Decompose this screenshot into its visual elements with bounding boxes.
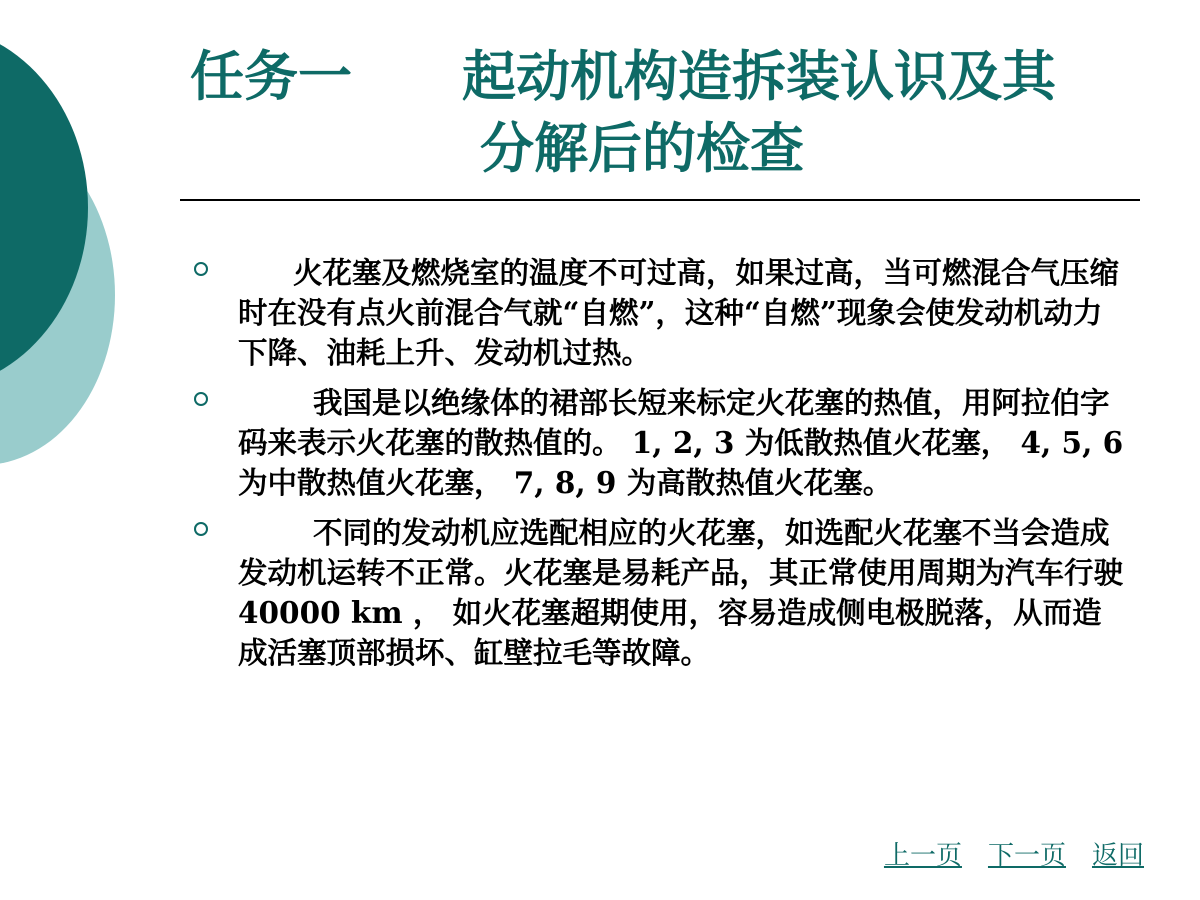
slide-title bbox=[190, 40, 1150, 184]
title-line-1 bbox=[190, 40, 1150, 112]
bullet-text: 我国是以绝缘体的裙部长短来标定火花塞的热值，用阿拉伯字码来表示火花塞的散热值的。 1, 2, 3 为低散热值火花塞， 4, 5, 6 为中散热值火花塞， 7, 8, 9 为高散热值火花塞。 bbox=[238, 385, 1124, 500]
bullet-item bbox=[190, 383, 1130, 503]
title-line-2: 分解后的检查 bbox=[480, 116, 804, 180]
title-divider bbox=[180, 199, 1140, 201]
bullet-list bbox=[190, 253, 1130, 683]
circle-bullet-icon bbox=[194, 522, 208, 536]
circle-bullet-icon bbox=[194, 392, 208, 406]
bullet-item bbox=[190, 513, 1130, 673]
title-main: 起动机构造拆装认识及其 bbox=[462, 44, 1056, 108]
bullet-text: 不同的发动机应选配相应的火花塞，如选配火花塞不当会造成发动机运转不正常。火花塞是易耗产品，其正常使用周期为汽车行驶 40000 km ， 如火花塞超期使用，容易造成侧电极脱落，从而造成活塞顶部损坏、缸壁拉毛等故障。 bbox=[238, 515, 1124, 670]
circle-bullet-icon bbox=[194, 262, 208, 276]
next-page-link[interactable]: 下一页 bbox=[987, 841, 1066, 871]
bullet-item bbox=[190, 253, 1130, 373]
slide-navigation bbox=[884, 835, 1144, 872]
title-prefix: 任务一 bbox=[190, 44, 352, 108]
back-link[interactable]: 返回 bbox=[1091, 841, 1144, 871]
bullet-text: 火花塞及燃烧室的温度不可过高，如果过高，当可燃混合气压缩时在没有点火前混合气就“自燃”，这种“自燃”现象会使发动机动力下降、油耗上升、发动机过热。 bbox=[238, 255, 1120, 370]
prev-page-link[interactable]: 上一页 bbox=[883, 841, 962, 871]
